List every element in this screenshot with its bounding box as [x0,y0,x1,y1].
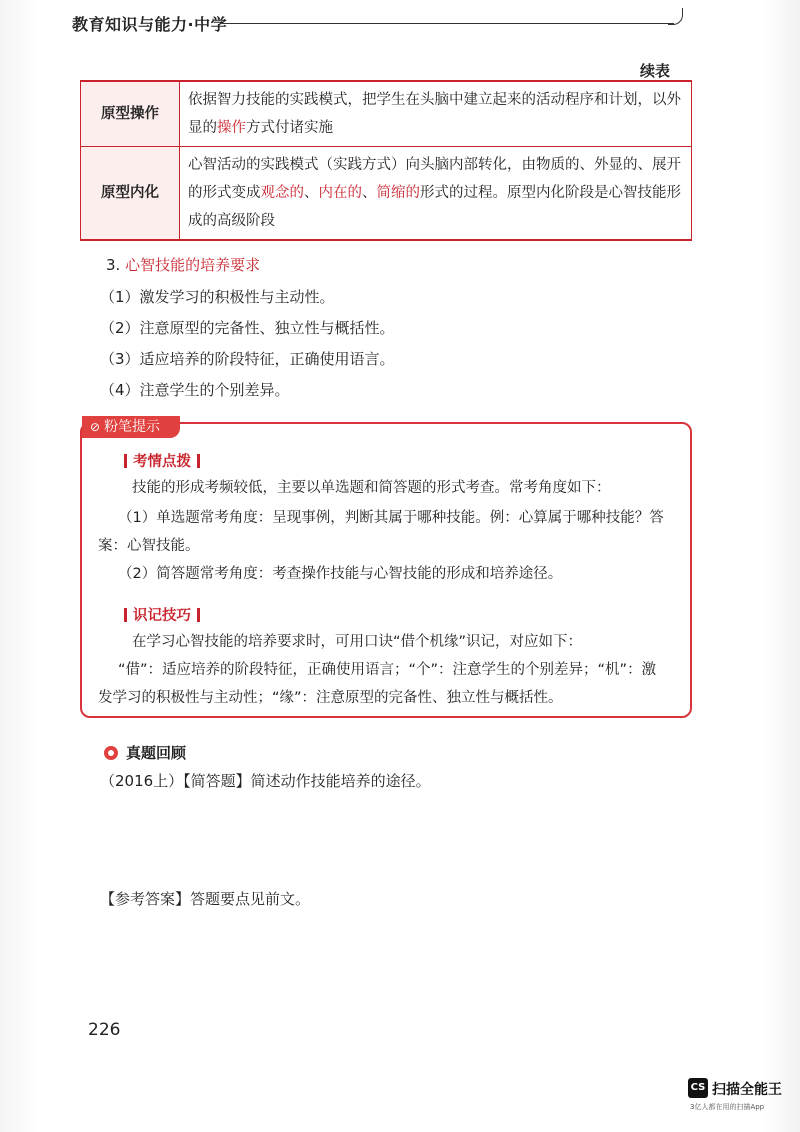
tip-paragraph: （2）简答题常考角度：考查操作技能与心智技能的形成和培养途径。 [118,566,563,582]
row-body: 依据智力技能的实践模式，把学生在头脑中建立起来的活动程序和计划，以外显的操作方式付诸实施 [180,81,692,147]
prototype-table [80,80,692,241]
tip-paragraph: （1）单选题常考角度：呈现事例，判断其属于哪种技能。例：心算属于哪种技能？答 [118,510,664,526]
header-rule [222,23,674,24]
list-item: （4）注意学生的个别差异。 [100,381,290,399]
running-header [72,8,682,38]
page-number: 226 [88,1020,121,1040]
bullet-icon [104,746,118,760]
tip-paragraph: “借”：适应培养的阶段特征，正确使用语言；“个”：注意学生的个别差异；“机”：激 [118,662,657,678]
review-heading: 真题回顾 [104,742,186,763]
section-heading: 3. 心智技能的培养要求 [106,256,261,274]
review-answer: 【参考答案】答题要点见前文。 [100,890,311,908]
header-rule-curve [668,8,683,25]
book-title: 教育知识与能力·中学 [72,15,228,34]
tip-label-memory-tips: 识记技巧 [118,604,206,625]
tip-label-exam-analysis: 考情点拨 [118,450,206,471]
review-question: （2016上）【简答题】简述动作技能培养的途径。 [100,772,431,790]
tip-paragraph: 发学习的积极性与主动性；“缘”：注意原型的完备性、独立性与概括性。 [98,690,563,706]
continued-table-label: 续表 [640,62,671,80]
list-item: （1）激发学习的积极性与主动性。 [100,288,335,306]
no-entry-icon: ⊘ [90,420,101,434]
tip-paragraph: 案：心智技能。 [98,538,200,554]
scanner-watermark [688,1078,788,1118]
table-row [81,81,692,147]
row-head: 原型操作 [81,81,180,147]
list-item: （2）注意原型的完备性、独立性与概括性。 [100,319,395,337]
tip-paragraph: 技能的形成考频较低，主要以单选题和简答题的形式考查。常考角度如下： [132,480,611,496]
tip-tab: ⊘ 粉笔提示 [82,416,180,438]
list-item: （3）适应培养的阶段特征，正确使用语言。 [100,350,395,368]
watermark-tagline: 3亿人都在用的扫描App [690,1103,765,1111]
table-row [81,147,692,241]
row-body: 心智活动的实践模式（实践方式）向头脑内部转化，由物质的、外显的、展开的形式变成观念的、内在的、简缩的形式的过程。原型内化阶段是心智技能形成的高级阶段 [180,147,692,241]
camscanner-logo-icon: CS [688,1078,708,1098]
tip-paragraph: 在学习心智技能的培养要求时，可用口诀“借个机缘”识记，对应如下： [132,634,583,650]
requirements-list [100,282,395,406]
row-head: 原型内化 [81,147,180,241]
watermark-name: 扫描全能王 [712,1082,782,1098]
